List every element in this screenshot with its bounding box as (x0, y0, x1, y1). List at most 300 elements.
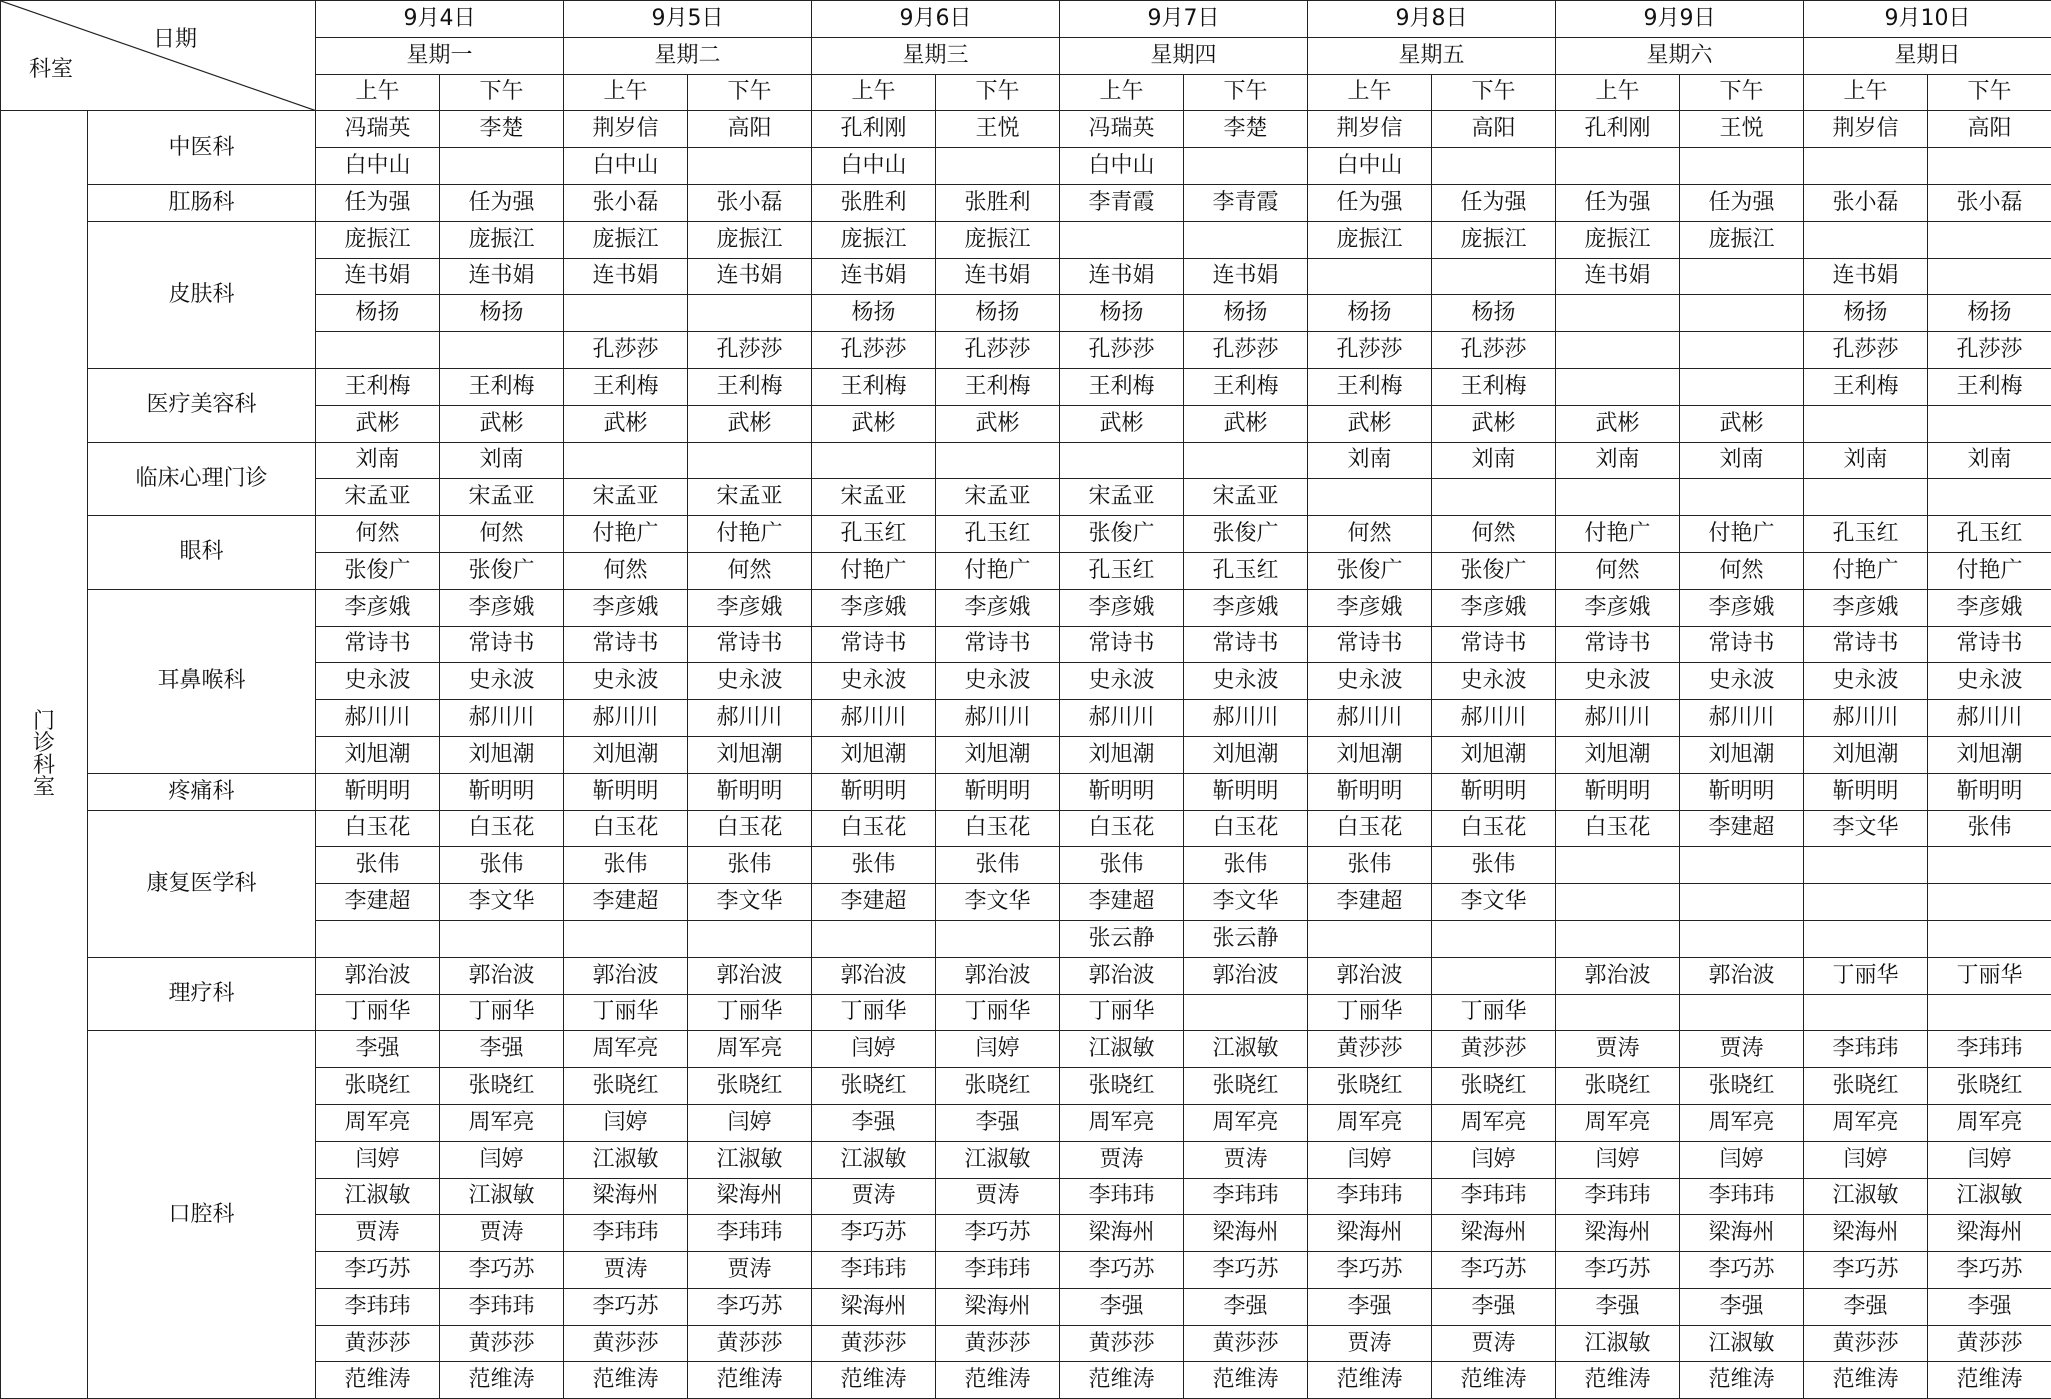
doctor-cell: 张晓红 (1060, 1068, 1184, 1105)
doctor-cell: 任为强 (1680, 184, 1804, 221)
doctor-cell: 张晓红 (1308, 1068, 1432, 1105)
doctor-cell: 张晓红 (440, 1068, 564, 1105)
doctor-cell (1556, 148, 1680, 185)
doctor-cell: 武彬 (1308, 405, 1432, 442)
doctor-cell: 连书娟 (1556, 258, 1680, 295)
doctor-cell: 刘南 (316, 442, 440, 479)
doctor-cell: 常诗书 (1680, 626, 1804, 663)
doctor-cell: 武彬 (812, 405, 936, 442)
doctor-cell (1060, 221, 1184, 258)
doctor-cell: 王利梅 (1804, 368, 1928, 405)
doctor-cell: 靳明明 (1680, 773, 1804, 810)
doctor-cell: 庞振江 (564, 221, 688, 258)
doctor-cell: 张小磊 (1928, 184, 2051, 221)
weekday-cell: 星期日 (1804, 37, 2051, 74)
doctor-cell (1556, 847, 1680, 884)
pm-cell: 下午 (440, 74, 564, 111)
doctor-cell: 白中山 (1308, 148, 1432, 185)
doctor-cell: 丁丽华 (440, 994, 564, 1031)
doctor-cell (1804, 884, 1928, 921)
doctor-cell: 江淑敏 (564, 1141, 688, 1178)
doctor-cell: 常诗书 (564, 626, 688, 663)
doctor-cell: 黄莎莎 (440, 1325, 564, 1362)
doctor-cell: 常诗书 (1308, 626, 1432, 663)
doctor-cell: 武彬 (1184, 405, 1308, 442)
doctor-cell: 李彦娥 (1680, 589, 1804, 626)
doctor-cell: 白玉花 (812, 810, 936, 847)
doctor-cell: 贾涛 (1432, 1325, 1556, 1362)
doctor-cell: 李玮玮 (1308, 1178, 1432, 1215)
doctor-cell: 杨扬 (1060, 295, 1184, 332)
doctor-cell: 李文华 (440, 884, 564, 921)
schedule-row (1, 111, 2051, 148)
doctor-cell: 连书娟 (812, 258, 936, 295)
doctor-cell: 周军亮 (564, 1031, 688, 1068)
doctor-cell: 孔莎莎 (936, 332, 1060, 369)
doctor-cell: 范维涛 (440, 1362, 564, 1399)
doctor-cell: 孔莎莎 (688, 332, 812, 369)
doctor-cell: 张伟 (1928, 810, 2051, 847)
doctor-cell: 付艳广 (688, 516, 812, 553)
doctor-cell: 常诗书 (440, 626, 564, 663)
doctor-cell (1804, 221, 1928, 258)
doctor-cell: 梁海州 (1804, 1215, 1928, 1252)
doctor-cell: 张伟 (812, 847, 936, 884)
doctor-cell: 王利梅 (936, 368, 1060, 405)
doctor-cell: 刘旭潮 (688, 736, 812, 773)
pm-cell: 下午 (936, 74, 1060, 111)
doctor-cell (812, 442, 936, 479)
doctor-cell: 贾涛 (688, 1252, 812, 1289)
doctor-cell: 何然 (564, 552, 688, 589)
doctor-cell: 周军亮 (440, 1104, 564, 1141)
doctor-cell: 孔莎莎 (1432, 332, 1556, 369)
doctor-cell: 常诗书 (812, 626, 936, 663)
doctor-cell: 李巧苏 (564, 1288, 688, 1325)
doctor-cell: 郝川川 (688, 700, 812, 737)
doctor-cell: 张伟 (564, 847, 688, 884)
doctor-cell: 李建超 (1060, 884, 1184, 921)
doctor-cell: 李巧苏 (1060, 1252, 1184, 1289)
doctor-cell: 范维涛 (1308, 1362, 1432, 1399)
doctor-cell: 丁丽华 (1928, 957, 2051, 994)
doctor-cell (1804, 847, 1928, 884)
doctor-cell: 江淑敏 (440, 1178, 564, 1215)
doctor-cell: 郭治波 (440, 957, 564, 994)
department-name: 口腔科 (88, 1031, 316, 1399)
doctor-cell: 梁海州 (812, 1288, 936, 1325)
doctor-cell: 孔玉红 (1060, 552, 1184, 589)
doctor-cell: 连书娟 (1060, 258, 1184, 295)
doctor-cell: 贾涛 (1184, 1141, 1308, 1178)
doctor-cell: 常诗书 (1556, 626, 1680, 663)
doctor-cell: 杨扬 (440, 295, 564, 332)
doctor-cell: 李文华 (1184, 884, 1308, 921)
doctor-cell: 何然 (1308, 516, 1432, 553)
doctor-cell (1928, 994, 2051, 1031)
date-cell: 9月9日 (1556, 1, 1804, 38)
doctor-cell: 史永波 (1060, 663, 1184, 700)
doctor-cell: 付艳广 (564, 516, 688, 553)
doctor-cell: 黄莎莎 (812, 1325, 936, 1362)
doctor-cell: 靳明明 (1060, 773, 1184, 810)
doctor-cell: 黄莎莎 (1308, 1031, 1432, 1068)
date-header-label: 日期 (153, 29, 197, 51)
doctor-cell: 梁海州 (1556, 1215, 1680, 1252)
doctor-cell: 高阳 (1928, 111, 2051, 148)
doctor-cell (1184, 221, 1308, 258)
group-label: 门诊科室 (32, 711, 56, 799)
doctor-cell: 梁海州 (936, 1288, 1060, 1325)
doctor-cell: 李彦娥 (1184, 589, 1308, 626)
doctor-cell (564, 295, 688, 332)
doctor-cell: 李巧苏 (936, 1215, 1060, 1252)
doctor-cell: 李巧苏 (1680, 1252, 1804, 1289)
doctor-cell: 常诗书 (316, 626, 440, 663)
doctor-cell (688, 295, 812, 332)
doctor-cell: 李建超 (1308, 884, 1432, 921)
doctor-cell: 刘南 (1928, 442, 2051, 479)
doctor-cell: 刘南 (1680, 442, 1804, 479)
doctor-cell (316, 332, 440, 369)
doctor-cell: 张小磊 (1804, 184, 1928, 221)
doctor-cell: 江淑敏 (812, 1141, 936, 1178)
doctor-cell: 江淑敏 (936, 1141, 1060, 1178)
doctor-cell (688, 148, 812, 185)
doctor-cell: 李强 (1680, 1288, 1804, 1325)
date-cell: 9月7日 (1060, 1, 1308, 38)
doctor-cell: 王利梅 (1928, 368, 2051, 405)
schedule-row (1, 221, 2051, 258)
doctor-cell: 李建超 (1680, 810, 1804, 847)
doctor-cell: 范维涛 (1060, 1362, 1184, 1399)
doctor-cell (1556, 920, 1680, 957)
doctor-cell: 周军亮 (688, 1031, 812, 1068)
doctor-cell: 贾涛 (812, 1178, 936, 1215)
doctor-cell: 张小磊 (564, 184, 688, 221)
doctor-cell: 张晓红 (688, 1068, 812, 1105)
doctor-cell: 李强 (1432, 1288, 1556, 1325)
doctor-cell: 张晓红 (1184, 1068, 1308, 1105)
doctor-cell: 史永波 (1556, 663, 1680, 700)
doctor-cell: 庞振江 (936, 221, 1060, 258)
doctor-cell: 刘旭潮 (1928, 736, 2051, 773)
doctor-cell: 江淑敏 (316, 1178, 440, 1215)
doctor-cell (1680, 920, 1804, 957)
doctor-cell: 张伟 (1432, 847, 1556, 884)
doctor-cell: 李玮玮 (812, 1252, 936, 1289)
doctor-cell: 张俊广 (1308, 552, 1432, 589)
doctor-cell: 靳明明 (812, 773, 936, 810)
doctor-cell: 白玉花 (936, 810, 1060, 847)
doctor-cell: 宋孟亚 (812, 479, 936, 516)
doctor-cell: 杨扬 (812, 295, 936, 332)
doctor-cell (1680, 884, 1804, 921)
doctor-cell: 李玮玮 (564, 1215, 688, 1252)
doctor-cell: 张晓红 (1680, 1068, 1804, 1105)
pm-cell: 下午 (688, 74, 812, 111)
doctor-cell: 李彦娥 (1556, 589, 1680, 626)
doctor-cell: 李强 (1556, 1288, 1680, 1325)
doctor-cell (688, 442, 812, 479)
doctor-cell: 靳明明 (564, 773, 688, 810)
doctor-cell: 郭治波 (316, 957, 440, 994)
doctor-cell: 范维涛 (1804, 1362, 1928, 1399)
doctor-cell: 张胜利 (812, 184, 936, 221)
doctor-cell: 孔莎莎 (564, 332, 688, 369)
doctor-cell: 白中山 (812, 148, 936, 185)
doctor-cell: 靳明明 (1556, 773, 1680, 810)
doctor-cell: 史永波 (564, 663, 688, 700)
doctor-cell: 郝川川 (1556, 700, 1680, 737)
doctor-cell: 李玮玮 (1804, 1031, 1928, 1068)
am-cell: 上午 (564, 74, 688, 111)
doctor-cell: 史永波 (1308, 663, 1432, 700)
doctor-cell: 李强 (316, 1031, 440, 1068)
doctor-cell: 付艳广 (812, 552, 936, 589)
doctor-cell (440, 148, 564, 185)
doctor-cell: 李建超 (316, 884, 440, 921)
doctor-cell: 李玮玮 (1432, 1178, 1556, 1215)
doctor-cell: 李玮玮 (1556, 1178, 1680, 1215)
doctor-cell: 宋孟亚 (936, 479, 1060, 516)
doctor-cell (1928, 148, 2051, 185)
doctor-cell: 任为强 (1432, 184, 1556, 221)
doctor-cell: 周军亮 (1184, 1104, 1308, 1141)
department-name: 理疗科 (88, 957, 316, 1031)
doctor-cell: 郭治波 (564, 957, 688, 994)
doctor-cell: 孔玉红 (936, 516, 1060, 553)
doctor-cell: 白玉花 (688, 810, 812, 847)
doctor-cell: 史永波 (812, 663, 936, 700)
doctor-cell: 李巧苏 (1804, 1252, 1928, 1289)
date-cell: 9月6日 (812, 1, 1060, 38)
doctor-cell (440, 920, 564, 957)
doctor-cell: 郝川川 (1432, 700, 1556, 737)
doctor-cell: 宋孟亚 (564, 479, 688, 516)
doctor-cell: 李玮玮 (1184, 1178, 1308, 1215)
doctor-cell (1556, 332, 1680, 369)
doctor-cell: 李建超 (812, 884, 936, 921)
doctor-cell: 郭治波 (1184, 957, 1308, 994)
doctor-cell: 刘南 (1804, 442, 1928, 479)
doctor-cell: 刘南 (1556, 442, 1680, 479)
doctor-cell: 范维涛 (1680, 1362, 1804, 1399)
doctor-cell: 刘旭潮 (1308, 736, 1432, 773)
schedule-row (1, 773, 2051, 810)
date-cell: 9月10日 (1804, 1, 2051, 38)
doctor-cell (1432, 148, 1556, 185)
doctor-cell: 宋孟亚 (688, 479, 812, 516)
doctor-cell: 宋孟亚 (316, 479, 440, 516)
department-name: 肛肠科 (88, 184, 316, 221)
doctor-cell: 郭治波 (1308, 957, 1432, 994)
doctor-cell: 何然 (316, 516, 440, 553)
doctor-cell: 孔玉红 (1184, 552, 1308, 589)
doctor-cell: 张云静 (1060, 920, 1184, 957)
am-cell: 上午 (1060, 74, 1184, 111)
doctor-cell: 江淑敏 (1680, 1325, 1804, 1362)
doctor-cell: 靳明明 (1184, 773, 1308, 810)
doctor-cell: 任为强 (1308, 184, 1432, 221)
doctor-cell: 武彬 (688, 405, 812, 442)
doctor-cell: 史永波 (1804, 663, 1928, 700)
doctor-cell: 靳明明 (936, 773, 1060, 810)
doctor-cell: 张晓红 (1928, 1068, 2051, 1105)
doctor-cell: 荆岁信 (1804, 111, 1928, 148)
doctor-cell: 李玮玮 (688, 1215, 812, 1252)
doctor-cell: 张伟 (1308, 847, 1432, 884)
doctor-cell: 范维涛 (936, 1362, 1060, 1399)
am-cell: 上午 (1556, 74, 1680, 111)
doctor-cell: 连书娟 (564, 258, 688, 295)
doctor-cell: 靳明明 (1308, 773, 1432, 810)
doctor-cell: 张伟 (936, 847, 1060, 884)
diagonal-line (1, 1, 315, 110)
doctor-cell: 张伟 (1184, 847, 1308, 884)
doctor-cell: 李青霞 (1184, 184, 1308, 221)
doctor-cell: 孔玉红 (1804, 516, 1928, 553)
doctor-cell: 贾涛 (1680, 1031, 1804, 1068)
doctor-cell: 丁丽华 (564, 994, 688, 1031)
doctor-cell: 丁丽华 (1060, 994, 1184, 1031)
doctor-cell: 刘旭潮 (1804, 736, 1928, 773)
doctor-cell: 闫婷 (316, 1141, 440, 1178)
doctor-cell: 闫婷 (1432, 1141, 1556, 1178)
doctor-cell: 黄莎莎 (316, 1325, 440, 1362)
doctor-cell: 靳明明 (1928, 773, 2051, 810)
doctor-cell: 黄莎莎 (1184, 1325, 1308, 1362)
doctor-cell: 李彦娥 (1308, 589, 1432, 626)
doctor-cell: 梁海州 (688, 1178, 812, 1215)
doctor-cell: 庞振江 (316, 221, 440, 258)
doctor-cell: 李彦娥 (316, 589, 440, 626)
doctor-cell: 刘旭潮 (936, 736, 1060, 773)
doctor-cell: 黄莎莎 (1432, 1031, 1556, 1068)
doctor-cell (1804, 148, 1928, 185)
doctor-cell: 白玉花 (440, 810, 564, 847)
schedule-row (1, 442, 2051, 479)
doctor-cell: 贾涛 (316, 1215, 440, 1252)
doctor-cell (1556, 295, 1680, 332)
doctor-cell: 李强 (1184, 1288, 1308, 1325)
doctor-cell: 宋孟亚 (1060, 479, 1184, 516)
doctor-cell: 李巧苏 (1556, 1252, 1680, 1289)
weekday-cell: 星期三 (812, 37, 1060, 74)
schedule-row (1, 957, 2051, 994)
doctor-cell: 黄莎莎 (1804, 1325, 1928, 1362)
doctor-cell (936, 920, 1060, 957)
doctor-cell (1804, 994, 1928, 1031)
doctor-cell: 庞振江 (1308, 221, 1432, 258)
doctor-cell: 刘旭潮 (1060, 736, 1184, 773)
doctor-cell: 白玉花 (1060, 810, 1184, 847)
doctor-cell: 刘旭潮 (1432, 736, 1556, 773)
doctor-cell: 庞振江 (812, 221, 936, 258)
doctor-cell: 刘南 (440, 442, 564, 479)
doctor-cell: 何然 (1432, 516, 1556, 553)
doctor-cell: 郝川川 (1680, 700, 1804, 737)
doctor-cell: 闫婷 (1928, 1141, 2051, 1178)
doctor-cell: 白玉花 (1556, 810, 1680, 847)
doctor-cell (1308, 920, 1432, 957)
doctor-cell (1432, 258, 1556, 295)
doctor-cell: 范维涛 (316, 1362, 440, 1399)
doctor-cell (1928, 479, 2051, 516)
am-cell: 上午 (812, 74, 936, 111)
doctor-cell: 丁丽华 (316, 994, 440, 1031)
doctor-cell: 范维涛 (1556, 1362, 1680, 1399)
doctor-cell: 任为强 (440, 184, 564, 221)
doctor-cell: 张伟 (1060, 847, 1184, 884)
doctor-cell: 梁海州 (1432, 1215, 1556, 1252)
department-name: 耳鼻喉科 (88, 589, 316, 773)
doctor-cell: 贾涛 (1060, 1141, 1184, 1178)
doctor-cell: 李文华 (936, 884, 1060, 921)
doctor-cell: 张小磊 (688, 184, 812, 221)
doctor-cell: 武彬 (440, 405, 564, 442)
doctor-cell (1680, 847, 1804, 884)
doctor-cell: 杨扬 (1432, 295, 1556, 332)
doctor-cell: 范维涛 (1432, 1362, 1556, 1399)
doctor-cell: 李彦娥 (1804, 589, 1928, 626)
doctor-cell: 史永波 (1928, 663, 2051, 700)
doctor-cell: 周军亮 (1804, 1104, 1928, 1141)
doctor-cell: 梁海州 (1060, 1215, 1184, 1252)
doctor-cell (1060, 442, 1184, 479)
doctor-cell: 武彬 (1556, 405, 1680, 442)
doctor-cell: 张俊广 (440, 552, 564, 589)
doctor-cell (688, 920, 812, 957)
doctor-cell: 白玉花 (1308, 810, 1432, 847)
schedule-body (1, 111, 2051, 1399)
doctor-cell (1680, 368, 1804, 405)
doctor-cell (1928, 258, 2051, 295)
doctor-cell (1556, 479, 1680, 516)
doctor-cell (1928, 221, 2051, 258)
doctor-cell: 张伟 (316, 847, 440, 884)
doctor-cell: 李强 (936, 1104, 1060, 1141)
doctor-cell: 李彦娥 (440, 589, 564, 626)
doctor-cell: 常诗书 (936, 626, 1060, 663)
doctor-cell: 周军亮 (1432, 1104, 1556, 1141)
doctor-cell: 靳明明 (440, 773, 564, 810)
doctor-cell: 张伟 (440, 847, 564, 884)
doctor-cell: 武彬 (564, 405, 688, 442)
doctor-cell: 范维涛 (564, 1362, 688, 1399)
doctor-cell: 孔玉红 (1928, 516, 2051, 553)
doctor-cell (1432, 957, 1556, 994)
doctor-cell (1308, 258, 1432, 295)
doctor-cell: 郝川川 (936, 700, 1060, 737)
doctor-cell (1804, 479, 1928, 516)
doctor-cell: 郭治波 (688, 957, 812, 994)
doctor-cell: 丁丽华 (1432, 994, 1556, 1031)
doctor-cell: 闫婷 (440, 1141, 564, 1178)
doctor-cell: 杨扬 (1184, 295, 1308, 332)
doctor-cell: 连书娟 (440, 258, 564, 295)
doctor-cell: 王利梅 (440, 368, 564, 405)
doctor-cell: 张伟 (688, 847, 812, 884)
doctor-cell: 何然 (1680, 552, 1804, 589)
doctor-cell: 郝川川 (1184, 700, 1308, 737)
doctor-cell: 张俊广 (1184, 516, 1308, 553)
doctor-cell: 闫婷 (1680, 1141, 1804, 1178)
doctor-cell: 刘旭潮 (812, 736, 936, 773)
doctor-cell: 李建超 (564, 884, 688, 921)
doctor-cell (812, 920, 936, 957)
doctor-cell (564, 920, 688, 957)
